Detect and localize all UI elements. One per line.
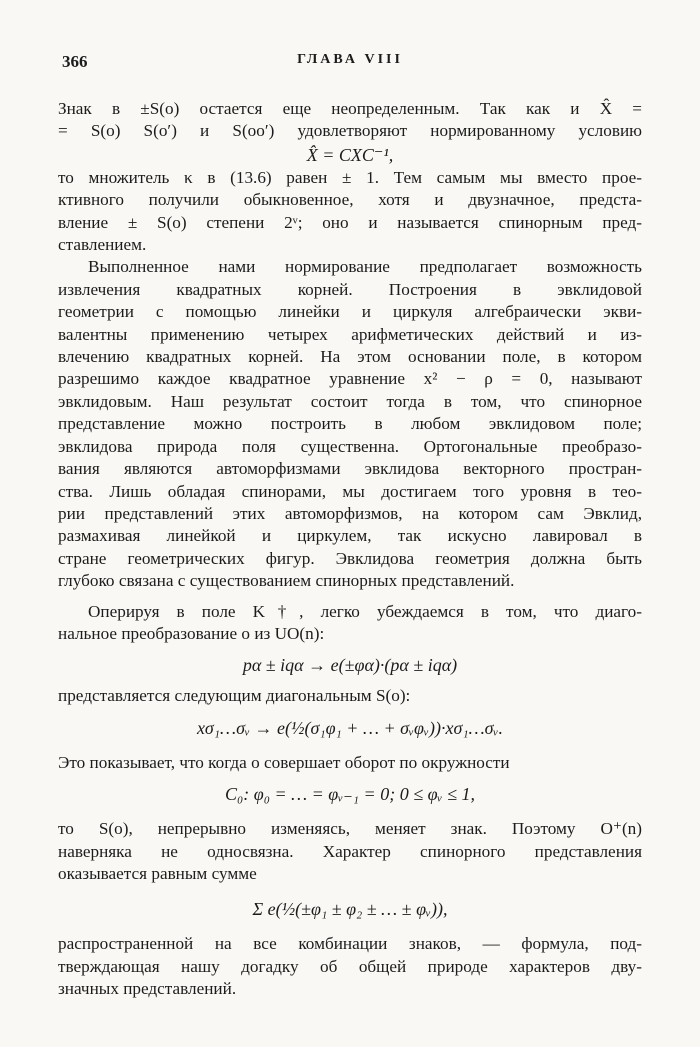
- text-line: валентны применению четырех арифметических действий и из-: [58, 324, 642, 344]
- text-line: наверняка не односвязна. Характер спинорного представления: [58, 841, 642, 861]
- running-header: [0, 52, 700, 76]
- text-line: тверждающая нашу догадку об общей природе характеров дву-: [58, 956, 642, 976]
- page-number: 366: [62, 52, 88, 71]
- main-text: [58, 98, 642, 1001]
- text-line: Выполненное нами нормирование предполагает возможность: [88, 257, 642, 277]
- text-line: значных представлений.: [58, 979, 237, 999]
- text-line: Знак в ±S(o) остается еще неопределенным. Так как и X̂ =: [58, 99, 642, 118]
- text-line: представление можно построить в любом эвклидовом поле;: [58, 414, 642, 434]
- equation: C₀: φ₀ = … = φᵥ₋₁ = 0; 0 ≤ φᵥ ≤ 1,: [225, 784, 475, 805]
- text-line: стране геометрических фигур. Эвклидова геометрия должна быть: [58, 548, 642, 568]
- equation: X̂ = CXC⁻¹,: [306, 144, 394, 165]
- text-line: рии представлений этих автоморфизмов, на котором сам Эвклид,: [58, 503, 642, 523]
- equation: pα ± iqα → e(±φα)·(pα ± iqα): [242, 655, 458, 676]
- text-line: распространенной на все комбинации знаков, — формула, под-: [58, 934, 642, 954]
- text-line: геометрии с помощью линейки и циркуля алгебраически экви-: [58, 302, 642, 322]
- text-line: оказывается равным сумме: [58, 863, 257, 883]
- text-line: эвклидовым. Наш результат состоит тогда в том, что спинорное: [58, 391, 642, 411]
- text-line: эвклидова природа поля существенна. Ортогональные преобразо-: [58, 436, 642, 456]
- text-line: размахивая линейкой и циркулем, так искусно лавировал в: [58, 526, 642, 546]
- text-line: извлечения квадратных корней. Построения в эвклидовой: [58, 279, 642, 299]
- chapter-title: ГЛАВА VIII: [297, 52, 403, 67]
- text-line: представляется следующим диагональным S(o):: [58, 686, 411, 706]
- text-line: разрешимо каждое квадратное уравнение x² − ρ = 0, называют: [58, 369, 642, 389]
- text-line: ставлением.: [58, 235, 147, 255]
- text-line: ктивного получили обыкновенное, хотя и двузначное, предста-: [58, 190, 642, 210]
- text-line: ства. Лишь обладая спинорами, мы достигаем того уровня в тео-: [58, 481, 642, 501]
- text-line: то S(o), непрерывно изменяясь, меняет знак. Поэтому O⁺(n): [58, 819, 642, 839]
- text-line: вление ± S(o) степени 2ᵛ; оно и называется спинорным пред-: [58, 212, 642, 232]
- equation: Σ e(½(±φ₁ ± φ₂ ± … ± φᵥ)),: [252, 899, 448, 920]
- text-line: Это показывает, что когда o совершает оборот по окружности: [58, 752, 510, 772]
- text-line: глубоко связана с существованием спинорных представлений.: [58, 571, 515, 591]
- text-line: вания являются автоморфизмами эвклидова векторного простран-: [58, 459, 642, 479]
- text-line: то множитель κ в (13.6) равен ± 1. Тем самым мы вместо прое-: [58, 167, 642, 187]
- text-line: = S(o) S(o′) и S(oo′) удовлетворяют нормированному условию: [58, 121, 642, 141]
- text-line: Оперируя в поле K†, легко убеждаемся в том, что диаго-: [88, 601, 642, 621]
- text-line: влечению квадратных корней. На этом основании поле, в котором: [58, 347, 642, 367]
- equation: xσ₁…σᵥ → e(½(σ₁φ₁ + … + σᵥφᵥ))·xσ₁…σᵥ.: [196, 717, 504, 738]
- text-line: нальное преобразование o из UO(n):: [58, 623, 325, 643]
